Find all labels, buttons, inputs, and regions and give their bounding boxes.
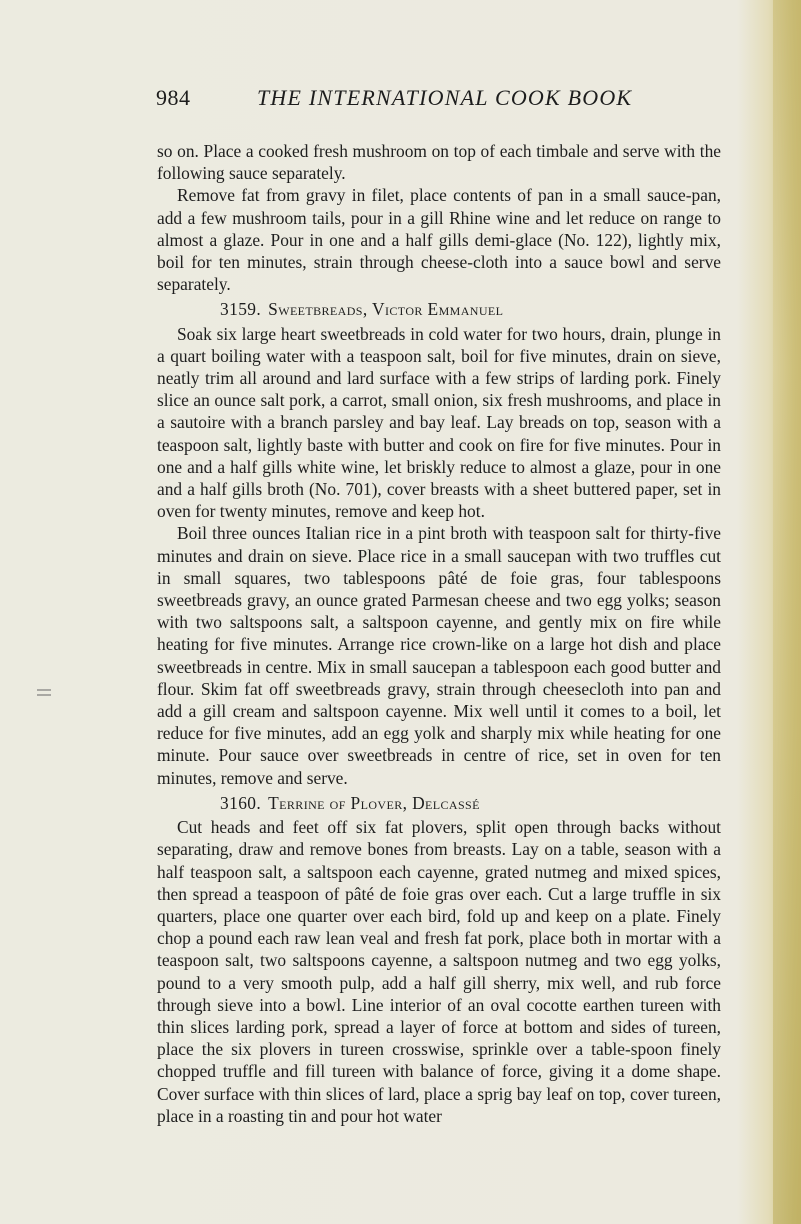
paragraph: Soak six large heart sweetbreads in cold water for two hours, drain, plunge in a quart boiling water with a teaspoon salt, boil for five minutes, drain on sieve, neatly trim all around and lard surface with a few strips of larding pork. Finely slice an ounce salt pork, a carrot, small onion, six fresh mushrooms, and place in a sautoire with a branch parsley and bay leaf. Lay breads on top, season with a teaspoon salt, lightly baste with butter and cook on fire for five minutes. Pour in one and a half gills white wine, let briskly reduce to almost a glaze, pour in one and a half gills broth (No. 701), cover breasts with a sheet buttered paper, set in oven for twenty minutes, remove and keep hot. [157,323,721,522]
page-header [156,85,716,121]
paragraph: Remove fat from gravy in filet, place contents of pan in a small sauce-pan, add a few mushroom tails, pour in a gill Rhine wine and let reduce on range to almost a glaze. Pour in one and a half gills demi-glace (No. 122), lightly mix, boil for ten minutes, strain through cheese-cloth into a sauce bowl and serve separately. [157,185,721,295]
recipe-heading-3160 [157,792,721,814]
recipe-title: Sweetbreads, Victor Emmanuel [268,299,504,320]
paragraph: Boil three ounces Italian rice in a pint broth with teaspoon salt for thirty-five minutes and drain on sieve. Place rice in a small saucepan with two truffles cut in small squares, two tablespoons pâté de foie gras, four tablespoons sweetbreads gravy, an ounce grated Parmesan cheese and two egg yolks; season with two saltspoons salt, a saltspoon cayenne, and gently mix on fire while heating for five minutes. Arrange rice crown-like on a large hot dish and place sweetbreads in centre. Mix in small saucepan a tablespoon each good butter and flour. Skim fat off sweetbreads gravy, strain through cheesecloth into pan and add a gill cream and saltspoon cayenne. Mix well until it comes to a boil, let reduce for five minutes, add an egg yolk and sharply mix while heating for one minute. Pour sauce over sweetbreads in centre of rice, set in oven for ten minutes, remove and serve. [157,523,721,788]
page-number: 984 [156,85,191,110]
recipe-heading-3159 [157,298,721,320]
body-text [157,140,721,1127]
margin-mark-icon [36,686,52,700]
recipe-title: Terrine of Plover, Delcassé [268,792,480,813]
recipe-number: 3159. [220,299,262,320]
paragraph: Cut heads and feet off six fat plovers, split open through backs without separating, draw and remove bones from breasts. Lay on a table, season with a half teaspoon salt, a saltspoon each cayenne, grated nutmeg and mixed spices, then spread a teaspoon of pâté de foie gras over each. Cut a large truffle in six quarters, place one quarter over each bird, fold up and keep on a plate. Finely chop a pound each raw lean veal and fresh fat pork, place both in mortar with a teaspoon salt, two saltspoons cayenne, a saltspoon nutmeg and two egg yolks, pound to a very smooth pulp, add a half gill sherry, mix well, and rub force through sieve into a bowl. Line interior of an oval cocotte earthen tureen with thin slices larding pork, spread a layer of force at bottom and sides of tureen, place the six plovers in tureen crosswise, sprinkle over a table-spoon finely chopped truffle and fill tureen with balance of force, giving it a dome shape. Cover surface with thin slices of lard, place a sprig bay leaf on top, cover tureen, place in a roasting tin and pour hot water [157,817,721,1126]
running-title: THE INTERNATIONAL COOK BOOK [257,85,633,110]
recipe-number: 3160. [220,792,262,813]
paragraph: so on. Place a cooked fresh mushroom on top of each timbale and serve with the following sauce separately. [157,141,721,184]
page-edge-stain [773,0,801,1224]
